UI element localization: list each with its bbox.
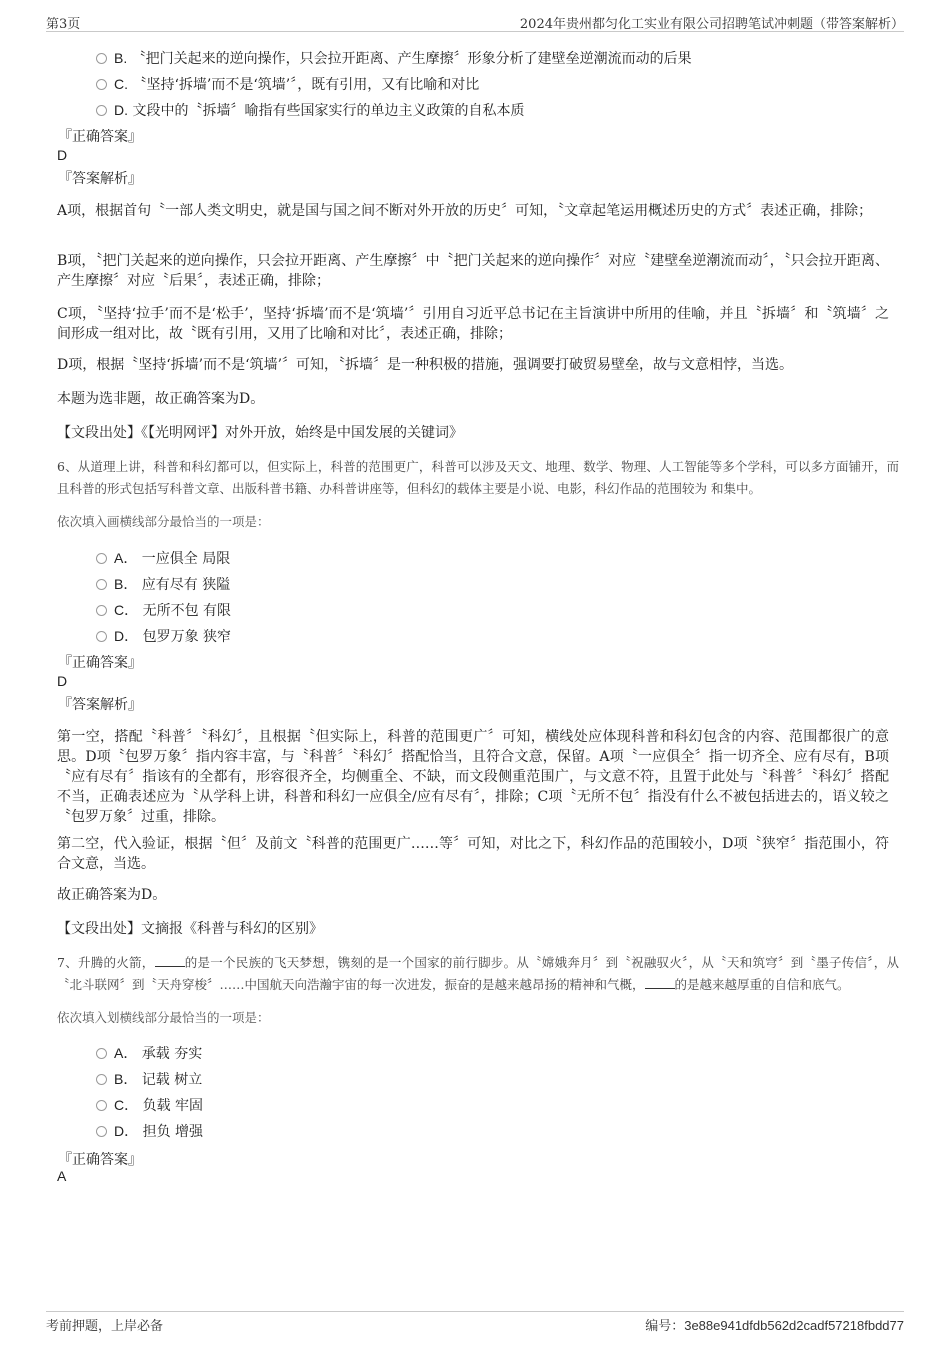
q7-stem: 7、升腾的火箭， 的是一个民族的飞天梦想，镌刻的是一个国家的前行脚步。从〝嫦娥奔月〞到〝祝融驭火〞，从〝天和筑穹〞到〝墨子传信〞，从〝北斗联网〞到〝天舟穿梭〞……中国航天向浩瀚宇宙的每一次进发，振奋的是越来越昂扬的精神和气概， 的是越来越厚重的自信和底气。: [57, 955, 899, 992]
radio-icon[interactable]: [96, 1074, 107, 1085]
q6-answer: D: [57, 673, 68, 689]
radio-icon[interactable]: [96, 1126, 107, 1137]
q6-option-a[interactable]: A． 一应俱全 局限: [96, 548, 230, 568]
radio-icon[interactable]: [96, 53, 107, 64]
q6-option-c[interactable]: C． 无所不包 有限: [96, 600, 231, 620]
radio-icon[interactable]: [96, 605, 107, 616]
q5-option-b[interactable]: B. 〝把门关起来的逆向操作，只会拉开距离、产生摩擦〞形象分析了建壁垒逆潮流而动的后果: [96, 48, 692, 68]
q6-source: 【文段出处】文摘报《科普与科幻的区别》: [57, 921, 323, 937]
q6-option-b[interactable]: B． 应有尽有 狭隘: [96, 574, 230, 594]
radio-icon[interactable]: [96, 631, 107, 642]
q5-source: 【文段出处】《【光明网评】对外开放，始终是中国发展的关键词》: [57, 425, 463, 441]
document-title: 2024年贵州都匀化工实业有限公司招聘笔试冲刺题（带答案解析）: [519, 17, 904, 32]
q5-conclusion: 本题为选非题，故正确答案为D。: [57, 391, 265, 407]
q7-option-a[interactable]: A． 承载 夯实: [96, 1043, 202, 1063]
q6-analysis-first-blank: 第一空，搭配〝科普〞〝科幻〞，且根据〝但实际上，科普的范围更广〞可知，横线处应体现科普和科幻包含的内容、范围都很广的意思。D项〝包罗万象〞指内容丰富，与〝科普〞〝科幻〞搭配恰当，且符合文意，保留。A项〝一应俱全〞指一切齐全、应有尽有，B项〝应有尽有〞指该有的全都有，形容很齐全，均侧重全、不缺，而文段侧重范围广，与文意不符，且置于此处与〝科普〞〝科幻〞搭配不当，正确表述应为〝从学科上讲，科普和科幻一应俱全/应有尽有〞，排除；C项〝无所不包〞指没有什么不被包括进去的，语义较之〝包罗万象〞过重，排除。: [57, 729, 889, 825]
q7-answer: A: [57, 1168, 67, 1184]
radio-icon[interactable]: [96, 1048, 107, 1059]
fill-blank: [645, 976, 675, 989]
page-footer: [46, 1311, 904, 1334]
q5-option-d[interactable]: D. 文段中的〝拆墙〞喻指有些国家实行的单边主义政策的自私本质: [96, 100, 524, 120]
q6-option-d[interactable]: D． 包罗万象 狭窄: [96, 626, 231, 646]
correct-answer-label: 『正确答案』: [58, 1152, 142, 1168]
q6-conclusion: 故正确答案为D。: [57, 887, 167, 903]
correct-answer-label: 『正确答案』: [58, 655, 142, 671]
document-code: 编号：3e88e941dfdb562d2cadf57218fbdd77: [645, 1318, 904, 1334]
radio-icon[interactable]: [96, 553, 107, 564]
q7-option-b[interactable]: B． 记载 树立: [96, 1069, 202, 1089]
q7-option-c[interactable]: C． 负载 牢固: [96, 1095, 203, 1115]
fill-blank: [155, 954, 185, 967]
radio-icon[interactable]: [96, 79, 107, 90]
q6-instruction: 依次填入画横线部分最恰当的一项是：: [57, 514, 270, 529]
q6-stem: 6、从道理上讲，科普和科幻都可以，但实际上，科普的范围更广，科普可以涉及天文、地理、数学、物理、人工智能等多个学科，可以多方面铺开，而且科普的形式包括写科普文章、出版科普书籍、办科普讲座等，但科幻的载体主要是小说、电影，科幻作品的范围较为 和集中。: [57, 459, 899, 496]
q5-analysis-d: D项，根据〝坚持‘拆墙’而不是‘筑墙’〞可知，〝拆墙〞是一种积极的措施，强调要打破贸易壁垒，故与文意相悖，当选。: [57, 357, 794, 373]
q5-option-c[interactable]: C. 〝坚持‘拆墙’而不是‘筑墙’〞，既有引用，又有比喻和对比: [96, 74, 479, 94]
page-header: [46, 13, 904, 32]
correct-answer-label: 『正确答案』: [58, 129, 142, 145]
q5-analysis-b: B项，〝把门关起来的逆向操作，只会拉开距离、产生摩擦〞中〝把门关起来的逆向操作〞对应〝建壁垒逆潮流而动〞，〝只会拉开距离、产生摩擦〞对应〝后果〞，表述正确，排除；: [57, 253, 889, 289]
radio-icon[interactable]: [96, 1100, 107, 1111]
q5-answer: D: [57, 147, 68, 163]
q6-analysis-second-blank: 第二空，代入验证，根据〝但〞及前文〝科普的范围更广……等〞可知，对比之下，科幻作品的范围较小，D项〝狭窄〞指范围小，符合文意，当选。: [57, 836, 889, 872]
radio-icon[interactable]: [96, 579, 107, 590]
q5-analysis-a: A项，根据首句〝一部人类文明史，就是国与国之间不断对外开放的历史〞可知，〝文章起笔运用概述历史的方式〞表述正确，排除；: [57, 203, 873, 219]
footer-slogan: 考前押题，上岸必备: [46, 1319, 164, 1334]
analysis-label: 『答案解析』: [58, 171, 142, 187]
radio-icon[interactable]: [96, 105, 107, 116]
page-number: 第3页: [46, 17, 81, 32]
analysis-label: 『答案解析』: [58, 697, 142, 713]
q7-option-d[interactable]: D． 担负 增强: [96, 1121, 203, 1141]
q5-analysis-c: C项，〝坚持‘拉手’而不是‘松手’，坚持‘拆墙’而不是‘筑墙’〞引用自习近平总书记在主旨演讲中所用的佳喻，并且〝拆墙〞和〝筑墙〞之间形成一组对比，故〝既有引用，又用了比喻和对比〞，表述正确，排除；: [57, 306, 889, 342]
q7-instruction: 依次填入划横线部分最恰当的一项是：: [57, 1010, 270, 1025]
